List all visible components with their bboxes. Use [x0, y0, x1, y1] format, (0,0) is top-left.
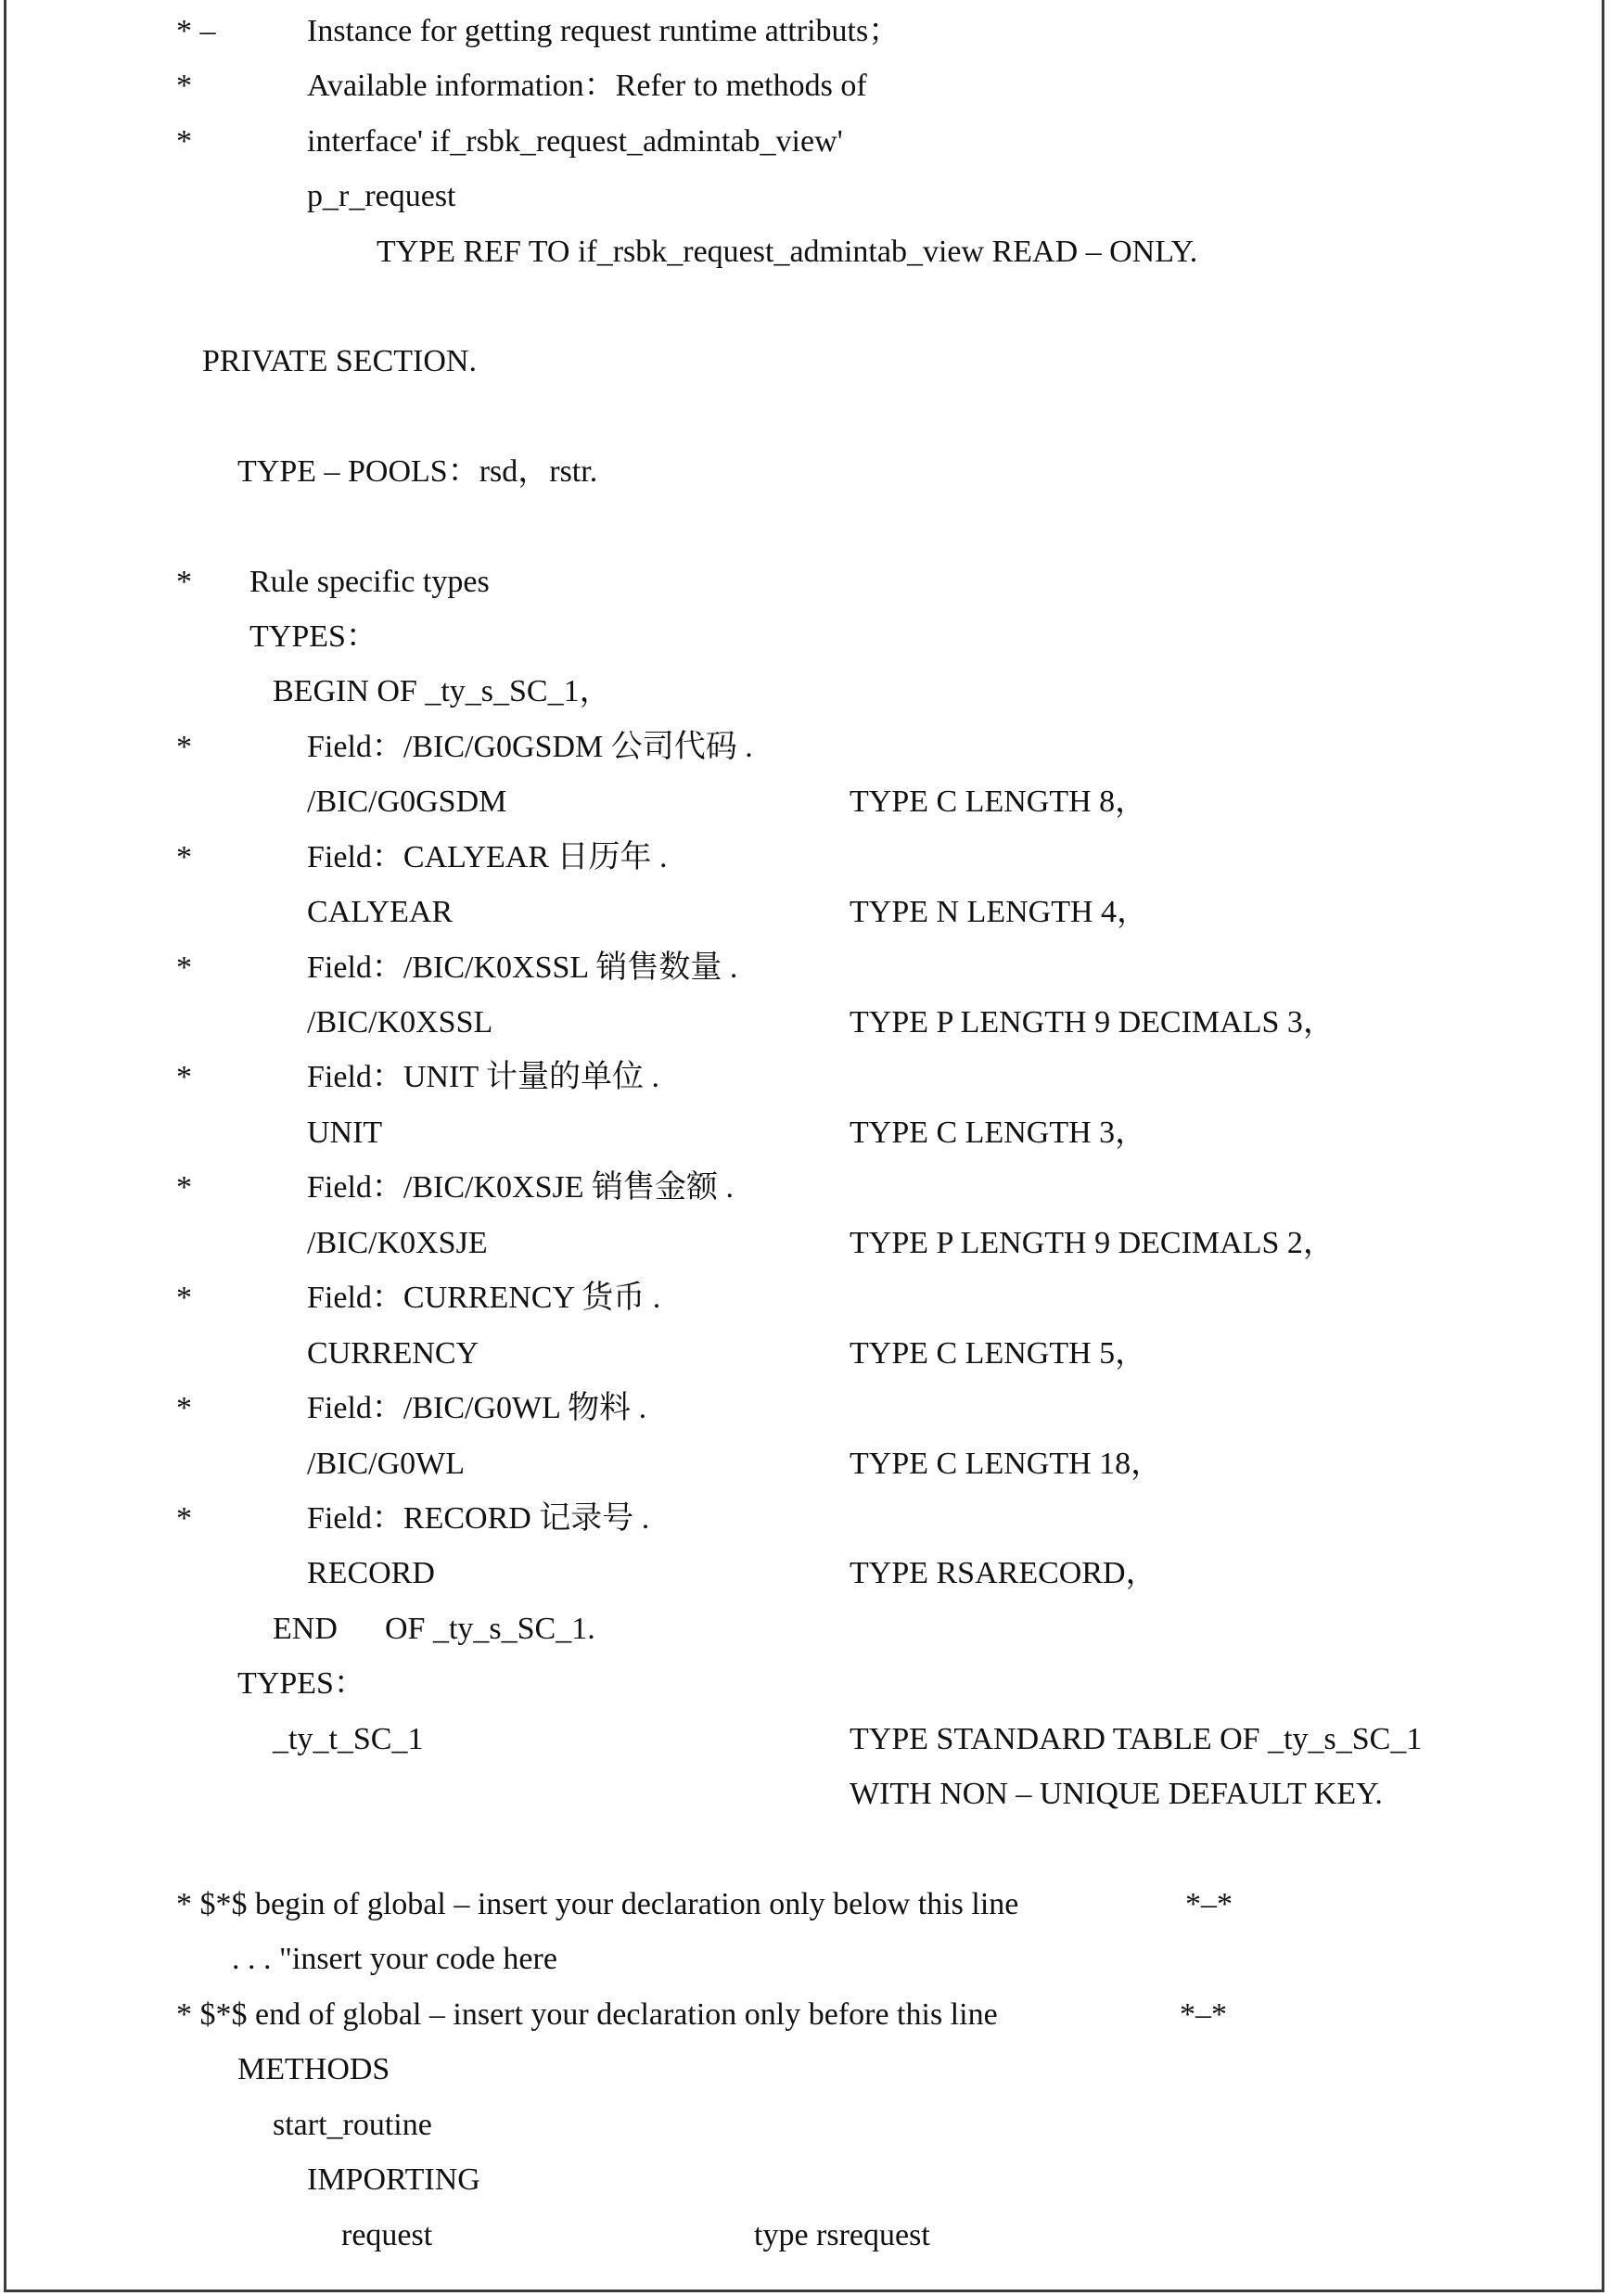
code-line: TYPE REF TO if_rsbk_request_admintab_view READ – ONLY. [377, 235, 1198, 269]
code-line-segment: TYPE N LENGTH 4， [850, 895, 1149, 929]
code-line: p_r_request [307, 179, 456, 213]
code-line: END [273, 1612, 338, 1646]
code-line: request [341, 2218, 433, 2252]
code-line-segment: TYPE P LENGTH 9 DECIMALS 2， [850, 1226, 1335, 1260]
code-line: * [176, 840, 192, 874]
code-line: RECORD [307, 1556, 435, 1590]
code-line-segment: Available information：Refer to methods of [307, 69, 867, 103]
code-line: BEGIN OF _ty_s_SC_1， [273, 674, 611, 708]
code-line: * $*$ begin of global – insert your declaration only below this line [176, 1887, 1019, 1921]
code-line: TYPE – POOLS：rsd，rstr. [237, 454, 598, 489]
code-line-segment: TYPE P LENGTH 9 DECIMALS 3， [850, 1005, 1335, 1040]
code-line: * [176, 124, 192, 159]
code-line: * $*$ end of global – insert your declaration only before this line [176, 1997, 998, 2032]
code-line: METHODS [237, 2052, 390, 2086]
code-line: * – [176, 14, 216, 48]
code-line-segment: type rsrequest [754, 2218, 930, 2252]
code-line: * [176, 1060, 192, 1094]
code-line: * [176, 565, 192, 599]
code-line-segment: TYPE C LENGTH 18， [850, 1447, 1163, 1481]
code-line: /BIC/G0GSDM [307, 784, 507, 819]
code-line: _ty_t_SC_1 [273, 1722, 424, 1756]
code-line: /BIC/K0XSJE [307, 1226, 488, 1260]
code-line-segment: TYPE STANDARD TABLE OF _ty_s_SC_1 [850, 1722, 1423, 1756]
code-line: * [176, 69, 192, 103]
code-line-segment: Field：RECORD 记录号 . [307, 1501, 650, 1536]
code-line: CURRENCY [307, 1336, 479, 1371]
code-line-segment: Instance for getting request runtime attributs； [307, 14, 901, 48]
code-line: start_routine [273, 2108, 432, 2142]
code-line: * [176, 1391, 192, 1425]
code-line: * [176, 950, 192, 985]
code-line: TYPES： [237, 1666, 365, 1701]
code-line-segment: TYPE C LENGTH 3， [850, 1116, 1147, 1150]
code-line: * [176, 730, 192, 764]
code-line-segment: Field：CURRENCY 货币 . [307, 1281, 661, 1315]
code-line-segment: TYPE RSARECORD， [850, 1556, 1157, 1590]
code-line: * [176, 1281, 192, 1315]
code-line-segment: Rule specific types [249, 565, 490, 599]
code-line: PRIVATE SECTION. [202, 344, 477, 378]
code-line-segment: OF _ty_s_SC_1. [385, 1612, 595, 1646]
code-line-segment: interface' if_rsbk_request_admintab_view' [307, 124, 843, 159]
code-line-segment: Field：/BIC/K0XSSL 销售数量 . [307, 950, 738, 985]
code-line-segment: TYPE C LENGTH 5， [850, 1336, 1147, 1371]
code-line-segment: *–* [1180, 1997, 1227, 2032]
code-line: WITH NON – UNIQUE DEFAULT KEY. [850, 1777, 1383, 1811]
code-line-segment: Field：/BIC/G0WL 物料 . [307, 1391, 647, 1425]
code-line-segment: Field：/BIC/K0XSJE 销售金额 . [307, 1170, 734, 1205]
code-line: TYPES： [249, 619, 377, 654]
code-line: /BIC/K0XSSL [307, 1005, 493, 1040]
code-line: * [176, 1501, 192, 1536]
code-line-segment: TYPE C LENGTH 8， [850, 784, 1147, 819]
code-line: /BIC/G0WL [307, 1447, 465, 1481]
code-line: * [176, 1170, 192, 1205]
code-line: UNIT [307, 1116, 383, 1150]
code-line: IMPORTING [307, 2162, 480, 2197]
code-line-segment: Field：CALYEAR 日历年 . [307, 840, 668, 874]
code-line-segment: *–* [1185, 1887, 1233, 1921]
code-line: . . . "insert your code here [232, 1942, 557, 1976]
code-line: CALYEAR [307, 895, 454, 929]
code-line-segment: Field：UNIT 计量的单位 . [307, 1060, 659, 1094]
code-line-segment: Field：/BIC/G0GSDM 公司代码 . [307, 730, 753, 764]
